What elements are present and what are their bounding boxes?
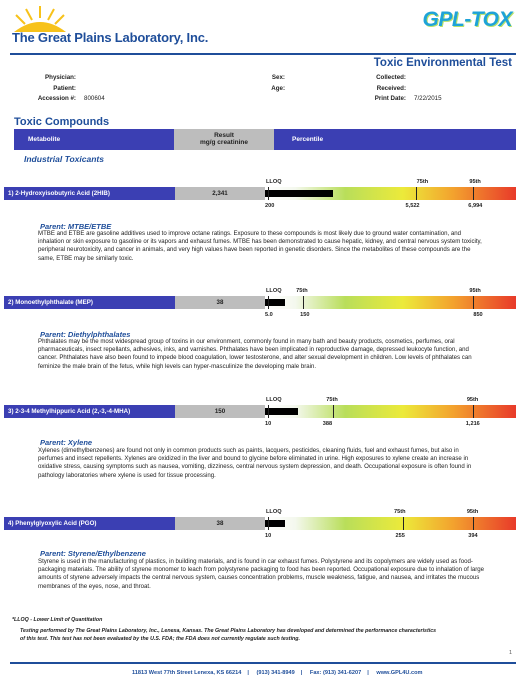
percentile-tick-value: 10 [265, 421, 272, 427]
section-title: Toxic Compounds [14, 116, 110, 128]
percentile-tick-label: LLOQ [266, 397, 282, 403]
percentile-tick [268, 405, 269, 418]
percentile-tick-value: 255 [395, 533, 405, 539]
result-header-line2: mg/g creatinine [199, 139, 249, 146]
footer: 11813 West 77th Street Lenexa, KS 66214 | (913) 341-8949 | Fax: (913) 341-6207 | www.GPL4U.com [132, 670, 423, 676]
percentile-tick-value: 1,216 [465, 421, 480, 427]
header-divider [10, 53, 516, 55]
percentile-tick [473, 296, 474, 309]
result-bar [265, 190, 333, 197]
subsection-title: Industrial Toxicants [24, 154, 104, 164]
footer-phone: (913) 341-8949 [256, 670, 295, 676]
percentile-tick-label: 75th [416, 179, 429, 185]
compound-description: Xylenes (dimethylbenzenes) are found not only in common products such as paints, lacquers, pesticides, cleaning fluids, fuel and exhaust fumes, but also in perfumes and insect repellents. Xylenes are oxidized in the liver and bound to glycine before eliminated in urine. High exposures to xylene create an increase in oxidative stress, causing symptoms such as nausea, vomiting, dizziness, central nervous system depression, and death. Occupational exposure is often found in pathology laboratories where xylene is used for tissue processing. [38, 447, 472, 479]
percentile-tick-label: 95th [469, 179, 481, 185]
percentile-tick [473, 405, 474, 418]
footer-divider [10, 662, 516, 664]
compound-result: 150 [175, 405, 265, 418]
age-label: Age: [271, 84, 285, 92]
patient-info-right [352, 73, 442, 105]
percentile-tick [473, 187, 474, 200]
print-date-value: 7/22/2015 [414, 95, 442, 102]
footer-address: 11813 West 77th Street Lenexa, KS 66214 [132, 670, 242, 676]
percentile-tick [268, 187, 269, 200]
percentile-tick-label: LLOQ [266, 288, 282, 294]
percentile-tick-label: LLOQ [266, 179, 282, 185]
result-column-header [174, 129, 274, 150]
percentile-tick-label: 95th [466, 509, 479, 515]
percentile-tick-value: 200 [265, 203, 275, 209]
compound-result: 38 [175, 296, 265, 309]
collected-label: Collected: [376, 74, 406, 81]
percentile-tick-value: 394 [468, 533, 478, 539]
percentile-tick-label: 75th [296, 288, 308, 294]
parent-compound: Parent: Xylene [40, 438, 93, 447]
physician-label: Physician: [45, 74, 76, 81]
sex-label: Sex: [271, 74, 285, 81]
compound-description: Phthalates may be the most widespread group of toxins in our environment, commonly found in many bath and beauty products, cosmetics, perfumes, oral pharmaceuticals, insect repellants, adhesives, inks, and varnishes. Phthalates have been implicated in reproductive damage, depressed leukocyte function, and cancer. Phthalates have also been found to impede blood coagulation, lower testosterone, and alter sexual development in children. Low levels of phthalates can feminize the male brain of the fetus, while high levels can hyper-masculinize the developing male brain. [38, 338, 472, 370]
parent-compound: Parent: Diethylphthalates [40, 330, 131, 339]
percentile-tick [333, 405, 334, 418]
percentile-tick-value: 5,522 [405, 203, 420, 209]
result-bar [265, 408, 298, 415]
metabolite-column-header: Metabolite [28, 136, 61, 143]
percentile-tick-value: 150 [300, 312, 310, 318]
footer-website: www.GPL4U.com [376, 670, 423, 676]
lloq-footnote: *LLOQ - Lower Limit of Quantitation [12, 617, 103, 623]
compound-result: 38 [175, 517, 265, 530]
test-title: Toxic Environmental Test [373, 57, 512, 69]
percentile-tick-label: LLOQ [266, 509, 282, 515]
percentile-tick [416, 187, 417, 200]
percentile-tick-label: 95th [469, 288, 481, 294]
percentile-tick-value: 388 [322, 421, 333, 427]
percentile-scale [265, 517, 516, 530]
percentile-tick-value: 5.0 [265, 312, 273, 318]
compound-name: 2) Monoethylphthalate (MEP) [8, 299, 93, 306]
compound-name: 1) 2-Hydroxyisobutyric Acid (2HIB) [8, 190, 110, 197]
percentile-tick [403, 517, 404, 530]
percentile-tick [303, 296, 304, 309]
percentile-scale [265, 405, 516, 418]
footer-fax: Fax: (913) 341-6207 [309, 670, 362, 676]
percentile-tick-label: 95th [466, 397, 479, 403]
percentile-tick-value: 850 [473, 312, 483, 318]
gpl-tox-logo: GPL-TOX [422, 8, 512, 31]
percentile-tick [268, 517, 269, 530]
patient-info-mid [240, 73, 293, 94]
percentile-tick-value: 6,994 [468, 203, 483, 209]
compound-name: 3) 2-3-4 Methylhippuric Acid (2,-3,-4-MHA) [8, 408, 131, 415]
accession-label: Accession #: [37, 95, 76, 102]
result-header-line1: Result [214, 132, 234, 139]
disclaimer: Testing performed by The Great Plains Laboratory, Inc., Lenexa, Kansas. The Great Plains Laboratory has developed and determined the performance characteristics of this test. This test has not been evaluated by the U.S. FDA; the FDA does not currently regulate such testing. [20, 628, 437, 642]
page-number: 1 [508, 650, 512, 656]
compound-description: Styrene is used in the manufacturing of plastics, in building materials, and is found in car exhaust fumes. Polystyrene and its copolymers are widely used as food-packaging materials. The ability of styrene monomer to leach from polystyrene packaging to food has been reported. Occupational exposure due to inhalation of large amounts of styrene adversely impacts the central nervous system, causes concentration problems, muscle weakness, fatigue, and nausea, and irritates the mucous membranes of the eyes, nose, and throat. [38, 558, 485, 590]
parent-compound: Parent: MTBE/ETBE [40, 222, 112, 231]
patient-label: Patient: [53, 84, 76, 92]
compound-result: 2,341 [175, 187, 265, 200]
compound-name: 4) Phenylglyoxylic Acid (PGO) [8, 520, 97, 527]
percentile-column-header: Percentile [292, 136, 324, 143]
lab-name: The Great Plains Laboratory, Inc. [12, 30, 209, 45]
compound-description: MTBE and ETBE are gasoline additives used to improve octane ratings. Exposure to these compounds is most likely due to ground water contamination, and inhalation or skin exposure to gasoline or its vapors and exhaust fumes. MTBE has been demonstrated to cause hepatic, kidney, and central nervous system toxicity, peripheral neurotoxicity, and cancer in animals, and very high values have been reported in genetic disorders. Since the metabolites of these compounds are the same, ETBE may be similarly toxic. [38, 230, 482, 262]
percentile-tick-value: 10 [265, 533, 272, 539]
percentile-tick-label: 75th [394, 509, 406, 515]
percentile-tick [473, 517, 474, 530]
percentile-tick-label: 75th [326, 397, 338, 403]
print-date-label: Print Date: [374, 95, 406, 102]
received-label: Received: [376, 84, 406, 92]
percentile-tick [268, 296, 269, 309]
parent-compound: Parent: Styrene/Ethylbenzene [40, 549, 146, 558]
accession-value: 800604 [84, 95, 105, 102]
patient-info-left [6, 73, 105, 105]
table-header [14, 129, 516, 150]
